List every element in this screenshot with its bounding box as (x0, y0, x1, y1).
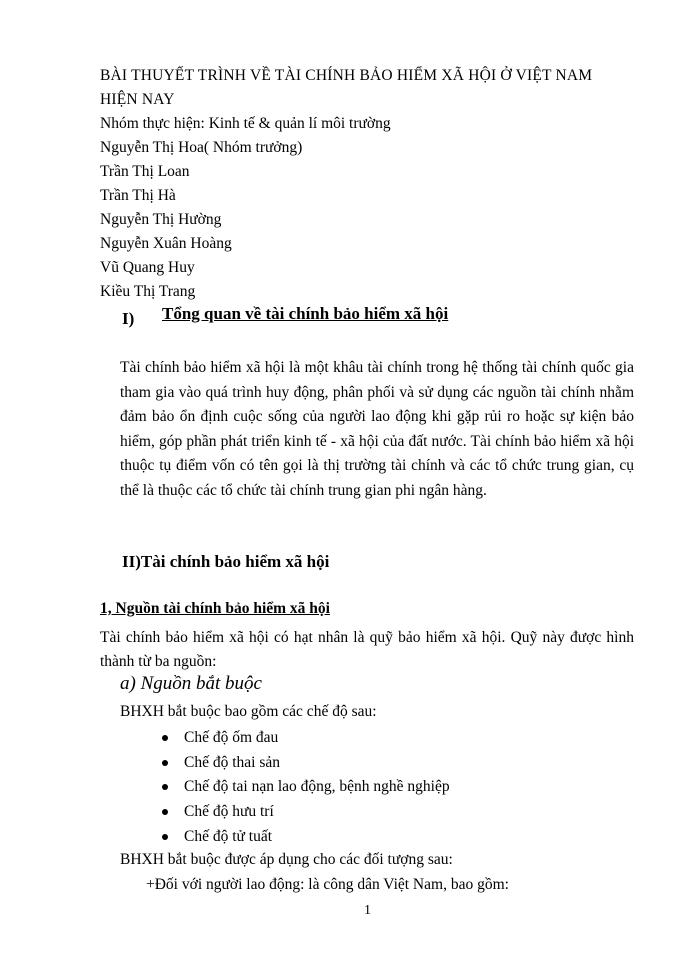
list-item (160, 775, 450, 800)
bullet-icon (162, 735, 168, 741)
member-name: Nguyễn Thị Hường (100, 211, 222, 228)
member-name: Vũ Quang Huy (100, 259, 195, 276)
worker-line: +Đối với người lao động: là công dân Việt Nam, bao gồm: (146, 876, 509, 893)
applies-line: BHXH bắt buộc được áp dụng cho các đối tượng sau: (120, 851, 453, 868)
list-item-text: Chế độ ốm đau (184, 729, 279, 746)
list-item (160, 751, 450, 776)
section-1-heading: Tổng quan về tài chính bảo hiểm xã hội (162, 304, 449, 323)
group-line: Nhóm thực hiện: Kinh tế & quản lí môi trường (100, 115, 391, 132)
member-name: Nguyễn Thị Hoa( Nhóm trưởng) (100, 139, 303, 156)
bullet-icon (162, 834, 168, 840)
regimes-list (160, 726, 450, 850)
list-item (160, 800, 450, 825)
document-title-line-1: BÀI THUYẾT TRÌNH VỀ TÀI CHÍNH BẢO HIỂM XÃ HỘI Ở VIỆT NAM (100, 67, 593, 84)
list-item (160, 825, 450, 850)
section-2-heading: II)Tài chính bảo hiểm xã hội (122, 552, 330, 571)
section-1-number: I) (122, 309, 135, 328)
member-name: Nguyễn Xuân Hoàng (100, 235, 232, 252)
bullet-icon (162, 784, 168, 790)
list-item-text: Chế độ tai nạn lao động, bệnh nghề nghiệp (184, 778, 450, 796)
list-item (160, 726, 450, 751)
member-name: Kiều Thị Trang (100, 283, 196, 300)
page-number: 1 (364, 903, 371, 918)
member-name: Trần Thị Loan (100, 163, 190, 180)
subsection-a-heading: a) Nguồn bắt buộc (120, 673, 262, 694)
subsection-1-paragraph: Tài chính bảo hiểm xã hội có hạt nhân là quỹ bảo hiểm xã hội. Quỹ này được hình thành từ ba nguồn: (100, 629, 634, 670)
bullet-icon (162, 809, 168, 815)
document-title-line-2: HIỆN NAY (100, 91, 175, 108)
regimes-intro: BHXH bắt buộc bao gồm các chế độ sau: (120, 703, 377, 720)
bullet-icon (162, 760, 168, 766)
list-item-text: Chế độ tử tuất (184, 827, 273, 845)
member-name: Trần Thị Hà (100, 187, 176, 204)
subsection-1-heading: 1, Nguồn tài chính bảo hiểm xã hội (100, 600, 330, 617)
section-1-paragraph: Tài chính bảo hiểm xã hội là một khâu tài chính trong hệ thống tài chính quốc gia tham gia vào quá trình huy động, phân phối và sử dụng các nguồn tài chính nhằm đảm bảo ổn định cuộc sống của người lao động khi gặp rủi ro hoặc sự kiện bảo hiểm, góp phần phát triển kinh tế - xã hội của đất nước. Tài chính bảo hiểm xã hội thuộc tụ điểm vốn có tên gọi là thị trường tài chính và các tổ chức trung gian, cụ thể là thuộc các tổ chức tài chính trung gian phi ngân hàng. (120, 359, 634, 499)
list-item-text: Chế độ hưu trí (184, 803, 274, 821)
list-item-text: Chế độ thai sản (184, 753, 280, 771)
